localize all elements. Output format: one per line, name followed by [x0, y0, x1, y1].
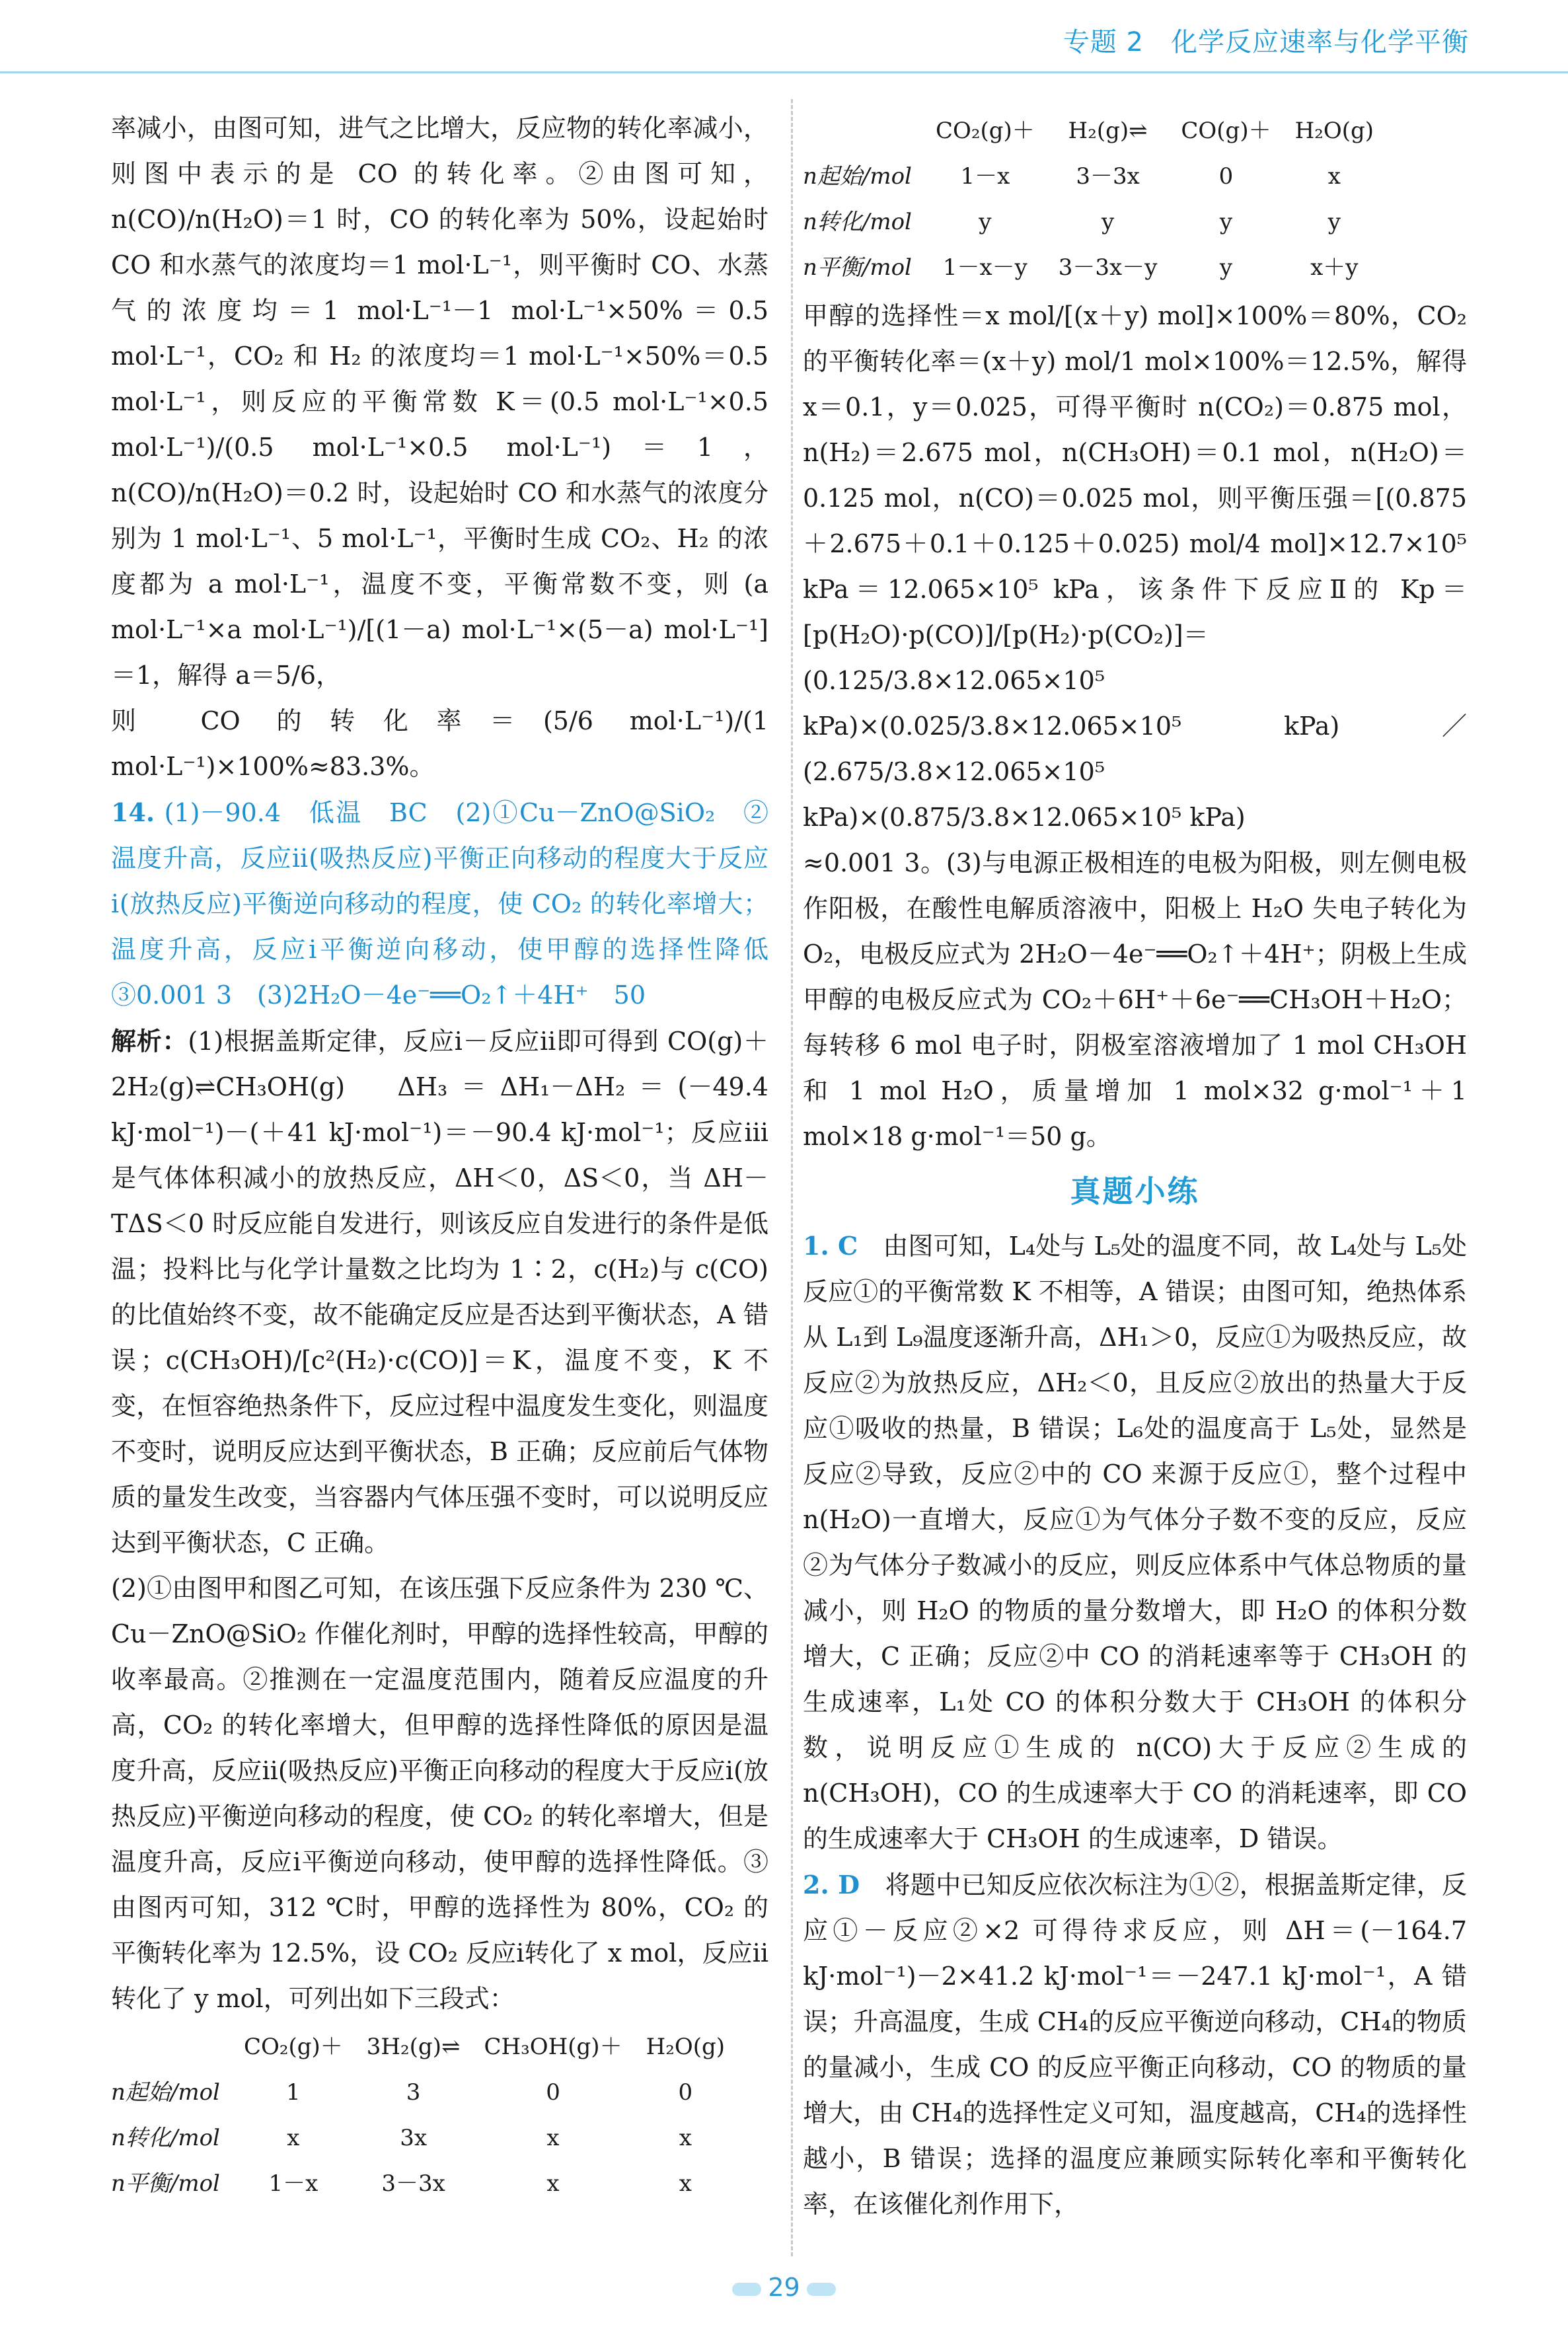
ice-header-cell: CO₂(g)＋ [935, 118, 1035, 144]
analysis-part-2: (2)①由图甲和图乙可知，在该压强下反应条件为 230 ℃、Cu－ZnO@SiO₂ 作催化剂时，甲醇的选择性较高，甲醇的收率最高。②推测在一定温度范围内，随着反应温度的升高，CO₂ 的转化率增大，但甲醇的选择性降低的原因是温度升高，反应ⅱ(吸热反应)平衡正向移动的程度大于反应ⅰ(放热反应)平衡逆向移动的程度，使 CO₂ 的转化率增大，但是温度升高，反应ⅰ平衡逆向移动，使甲醇的选择性降低。③由图丙可知，312 ℃时，甲醇的选择性为 80%，CO₂ 的平衡转化率为 12.5%，设 CO₂ 反应ⅰ转化了 x mol，反应ⅱ转化了 y mol，可列出如下三段式： [111, 1574, 768, 2013]
ice-cell: 1 [286, 2079, 301, 2106]
ice-cell: 1－x－y [942, 254, 1027, 281]
ice-table-row [111, 2161, 737, 2207]
ice-header-cell: H₂O(g) [646, 2034, 726, 2060]
ice-header-cell: H₂O(g) [1294, 118, 1374, 144]
kp-fraction: (0.125/3.8×12.065×10⁵ kPa)×(0.025/3.8×12.065×10⁵ kPa) ／ (2.675/3.8×12.065×10⁵ kPa)×(0.875/3.8×12.065×10⁵ kPa) [803, 666, 1467, 832]
ice-cell: 3x [400, 2125, 427, 2151]
co-conversion-result: 则 CO 的转化率＝(5/6 mol·L⁻¹)/(1 mol·L⁻¹)×100%≈83.3%。 [111, 706, 768, 781]
right-column [803, 106, 1467, 2260]
ice-cell: y [1327, 209, 1341, 235]
ice-cell: y [1101, 209, 1115, 235]
ice-table-header-row [803, 108, 1386, 154]
ice-cell: 3－3x [381, 2170, 445, 2197]
ice-row-label: n转化/mol [803, 209, 912, 235]
header-rule [0, 71, 1568, 73]
ice-header-cell [803, 108, 924, 154]
page-number: 29 [768, 2273, 800, 2302]
analysis-part-1-text: (1)根据盖斯定律，反应ⅰ－反应ⅱ即可得到 CO(g)＋2H₂(g)⇌CH₃OH(g) ΔH₃＝ΔH₁－ΔH₂＝(－49.4 kJ·mol⁻¹)－(＋41 kJ·mol⁻¹)＝－90.4 kJ·mol⁻¹；反应ⅲ是气体体积减小的放热反应，ΔH＜0，ΔS＜0，当 ΔH－TΔS＜0 时反应能自发进行，则该反应自发进行的条件是低温；投料比与化学计量数之比均为 1∶2，c(H₂)与 c(CO)的比值始终不变，故不能确定反应是否达到平衡状态，A 错误；c(CH₃OH)/[c²(H₂)·c(CO)]＝K，温度不变，K 不变，在恒容绝热条件下，反应过程中温度发生变化，则温度不变时，说明反应达到平衡状态，B 正确；反应前后气体物质的量发生改变，当容器内气体压强不变时，可以说明反应达到平衡状态，C 正确。 [111, 1027, 768, 1557]
ice-table-row [111, 2116, 737, 2161]
ice-row-label: n起始/mol [111, 2079, 220, 2106]
ice-cell: x [679, 2170, 692, 2197]
ice-table-row [803, 245, 1386, 291]
ice-cell: 3－3x [1076, 163, 1140, 190]
footer-left-ornament-icon [732, 2283, 761, 2296]
question-1 [803, 1223, 1467, 1862]
ice-cell: 1－x [960, 163, 1010, 190]
answer-14-text: (1)－90.4 低温 BC (2)①Cu－ZnO@SiO₂ ②温度升高，反应ⅱ(吸热反应)平衡正向移动的程度大于反应ⅰ(放热反应)平衡逆向移动的程度，使 CO₂ 的转化率增大；温度升高，反应ⅰ平衡逆向移动，使甲醇的选择性降低 ③0.001 3 (3)2H₂O－4e⁻══O₂↑＋4H⁺ 50 [111, 798, 794, 1010]
ice-cell: x [287, 2125, 300, 2151]
ice-cell: 1－x [268, 2170, 318, 2197]
ice-table-reaction-2 [803, 108, 1386, 291]
analysis-part-1 [111, 1018, 768, 1566]
ice-cell: x＋y [1310, 254, 1359, 281]
section-title: 真题小练 [1070, 1173, 1200, 1209]
ice-header-cell: H₂(g)⇌ [1068, 118, 1148, 144]
ice-row-label: n平衡/mol [803, 254, 912, 281]
ice-header-cell: CH₃OH(g)＋ [484, 2034, 622, 2060]
left-column [111, 106, 794, 2260]
kp-result-and-electrolysis: ≈0.001 3。(3)与电源正极相连的电极为阳极，则左侧电极作阳极，在酸性电解质溶液中，阳极上 H₂O 失电子转化为 O₂，电极反应式为 2H₂O－4e⁻══O₂↑＋4H⁺；阴极上生成甲醇的电极反应式为 CO₂＋6H⁺＋6e⁻══CH₃OH＋H₂O；每转移 6 mol 电子时，阴极室溶液增加了 1 mol CH₃OH 和 1 mol H₂O，质量增加 1 mol×32 g·mol⁻¹＋1 mol×18 g·mol⁻¹＝50 g。 [803, 848, 1467, 1151]
kp-denominator: (2.675/3.8×12.065×10⁵ kPa)×(0.875/3.8×12.065×10⁵ kPa) [803, 757, 1246, 832]
analysis-label: 解析： [111, 1026, 188, 1056]
ice-cell: 0 [1218, 163, 1234, 190]
ice-cell: 3 [406, 2079, 421, 2106]
question-2-number: 2. D [803, 1870, 860, 1900]
ice-header-cell: CO₂(g)＋ [243, 2034, 343, 2060]
ice-cell: x [1327, 163, 1341, 190]
ice-cell: x [546, 2170, 560, 2197]
selectivity-calculation: 甲醇的选择性＝x mol/[(x＋y) mol]×100%＝80%，CO₂ 的平衡转化率＝(x＋y) mol/1 mol×100%＝12.5%，解得 x＝0.1，y＝0.025，可得平衡时 n(CO₂)＝0.875 mol，n(H₂)＝2.675 mol，n(CH₃OH)＝0.1 mol，n(H₂O)＝0.125 mol，n(CO)＝0.025 mol，则平衡压强＝[(0.875＋2.675＋0.1＋0.125＋0.025) mol/4 mol]×12.7×10⁵ kPa＝12.065×10⁵ kPa，该条件下反应Ⅱ的 Kp＝[p(H₂O)·p(CO)]/[p(H₂)·p(CO₂)]＝ [803, 301, 1467, 649]
ice-table-row [111, 2070, 737, 2116]
ice-cell: y [1219, 254, 1233, 281]
ice-cell: x [679, 2125, 692, 2151]
question-1-text: 由图可知，L₄处与 L₅处的温度不同，故 L₄处与 L₅处反应①的平衡常数 K 不相等，A 错误；由图可知，绝热体系从 L₁到 L₉温度逐渐升高，ΔH₁＞0，反应①为吸热反应，故反应②为放热反应，ΔH₂＜0，且反应②放出的热量大于反应①吸收的热量，B 错误；L₆处的温度高于 L₅处，显然是反应②导致，反应②中的 CO 来源于反应①，整个过程中 n(H₂O)一直增大，反应①为气体分子数不变的反应，反应②为气体分子数减小的反应，则反应体系中气体总物质的量减小，则 H₂O 的物质的量分数增大，即 H₂O 的体积分数增大，C 正确；反应②中 CO 的消耗速率等于 CH₃OH 的生成速率，L₁处 CO 的体积分数大于 CH₃OH 的体积分数，说明反应①生成的 n(CO)大于反应②生成的 n(CH₃OH)，CO 的生成速率大于 CO 的消耗速率，即 CO 的生成速率大于 CH₃OH 的生成速率，D 错误。 [803, 1232, 1467, 1853]
footer-right-ornament-icon [807, 2283, 836, 2296]
page-header-title: 专题 2 化学反应速率与化学平衡 [1063, 27, 1469, 57]
answer-14 [111, 790, 794, 1018]
question-1-number: 1. C [803, 1231, 858, 1261]
ice-cell: y [979, 209, 992, 235]
column-divider [791, 99, 793, 2256]
page-footer [0, 2273, 1568, 2302]
ice-row-label: n平衡/mol [111, 2170, 220, 2197]
ice-row-label: n起始/mol [803, 163, 912, 190]
ice-row-label: n转化/mol [111, 2125, 220, 2151]
ice-table-reaction-1 [111, 2024, 737, 2207]
ice-cell: x [546, 2125, 560, 2151]
ice-cell: 0 [546, 2079, 560, 2106]
ice-cell: 0 [678, 2079, 693, 2106]
ice-table-row [803, 154, 1386, 200]
ice-header-cell [111, 2024, 232, 2070]
ice-header-cell: CO(g)＋ [1181, 118, 1271, 144]
question-2-text: 将题中已知反应依次标注为①②，根据盖斯定律，反应①－反应②×2 可得待求反应，则 ΔH＝(－164.7 kJ·mol⁻¹)－2×41.2 kJ·mol⁻¹＝－247.1 kJ·mol⁻¹，A 错误；升高温度，生成 CH₄的反应平衡逆向移动，CH₄的物质的量减小，生成 CO 的反应平衡正向移动，CO 的物质的量增大，由 CH₄的选择性定义可知，温度越高，CH₄的选择性越小，B 错误；选择的温度应兼顾实际转化率和平衡转化率，在该催化剂作用下， [803, 1870, 1467, 2219]
ice-header-cell: 3H₂(g)⇌ [366, 2034, 461, 2060]
ice-table-row [803, 200, 1386, 245]
continued-paragraph: 率减小，由图可知，进气之比增大，反应物的转化率减小，则图中表示的是 CO 的转化率。②由图可知，n(CO)/n(H₂O)＝1 时，CO 的转化率为 50%，设起始时 CO 和水蒸气的浓度均＝1 mol·L⁻¹，则平衡时 CO、水蒸气的浓度均＝1 mol·L⁻¹－1 mol·L⁻¹×50%＝0.5 mol·L⁻¹，CO₂ 和 H₂ 的浓度均＝1 mol·L⁻¹×50%＝0.5 mol·L⁻¹，则反应的平衡常数 K＝(0.5 mol·L⁻¹×0.5 mol·L⁻¹)/(0.5 mol·L⁻¹×0.5 mol·L⁻¹)＝1，n(CO)/n(H₂O)＝0.2 时，设起始时 CO 和水蒸气的浓度分别为 1 mol·L⁻¹、5 mol·L⁻¹，平衡时生成 CO₂、H₂ 的浓度都为 a mol·L⁻¹，温度不变，平衡常数不变，则 (a mol·L⁻¹×a mol·L⁻¹)/[(1－a) mol·L⁻¹×(5－a) mol·L⁻¹]＝1，解得 a＝5/6， [111, 114, 768, 690]
question-2 [803, 1862, 1467, 2227]
ice-table-header-row [111, 2024, 737, 2070]
ice-cell: 3－3x－y [1058, 254, 1158, 281]
answer-14-number: 14. [111, 797, 155, 827]
ice-cell: y [1219, 209, 1233, 235]
kp-numerator: (0.125/3.8×12.065×10⁵ kPa)×(0.025/3.8×12.065×10⁵ kPa) [803, 666, 1340, 741]
